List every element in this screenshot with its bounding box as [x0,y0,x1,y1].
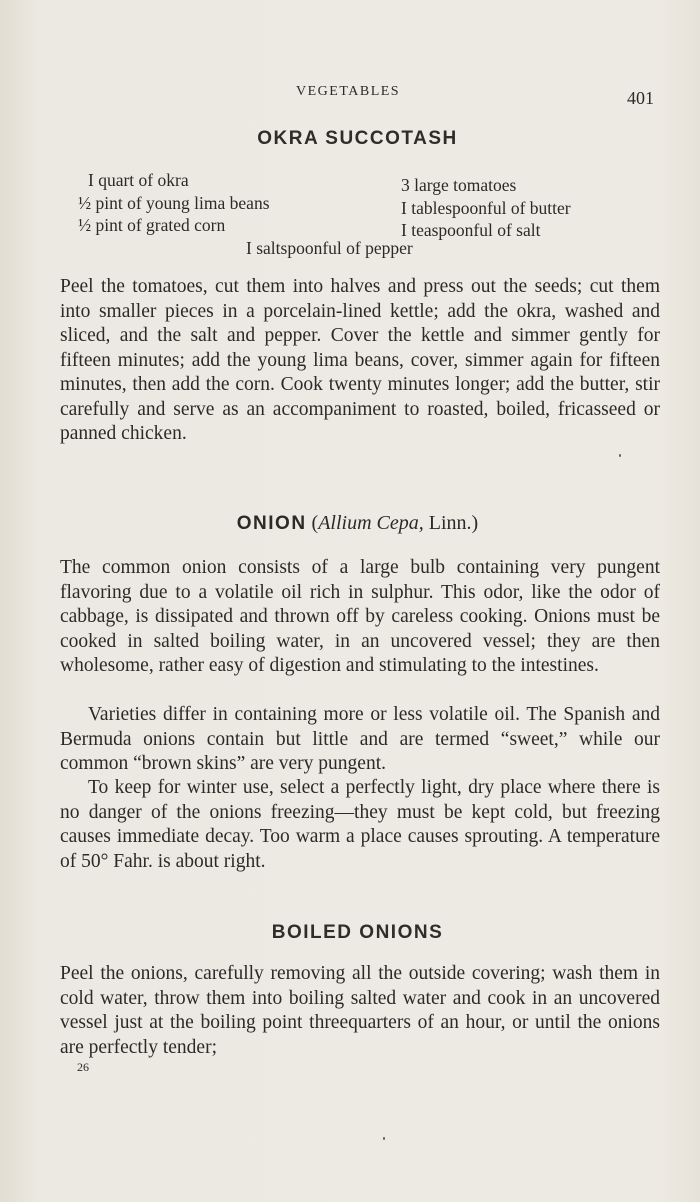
signature-mark: 26 [77,1060,89,1074]
page-number: 401 [627,88,654,108]
onion-paragraph-3: To keep for winter use, select a perfectly light, dry place where there is no danger of the onions freezing—they must be kept cold, but freezing causes immediate decay. Too warm a place causes sprouting. A temperature of 50° Fahr. is about right. [60,777,660,872]
ingredient-corn: ½ pint of grated corn [78,215,226,235]
section-heading-onion: ONION (Allium Cepa, Linn.) [236,512,479,534]
ingredient-lima-beans: ½ pint of young lima beans [78,193,270,213]
heading-onion-word: ONION [236,513,307,534]
onion-paragraph-2: Varieties differ in containing more or less volatile oil. The Spanish and Bermuda onions contain but little and are termed “sweet,” while our common “brown skins” are very pungent. [60,704,660,774]
botanical-authority: Linn. [428,512,472,534]
ink-speck [383,1137,385,1140]
recipe-title-okra-succotash: OKRA SUCCOTASH [257,128,458,149]
onion-paragraph-1: The common onion consists of a large bulb containing very pungent flavoring due to a volatile oil rich in sulphur. This odor, like the odor of cabbage, is dissipated and thrown off by careless cooking. Onions must be cooked in salted boiling water, in an uncovered vessel; they are then wholesome, rather easy of digestion and stimulating to the intestines. [60,557,660,676]
ingredient-pepper: I saltspoonful of pepper [246,238,413,258]
okra-instructions: Peel the tomatoes, cut them into halves and press out the seeds; cut them into smaller pieces in a porcelain-lined kettle; add the okra, washed and sliced, and the salt and pepper. Cover the kettle and simmer gently for fifteen minutes; add the young lima beans, cover, simmer again for fifteen minutes, then add the corn. Cook twenty minutes longer; add the butter, stir carefully and serve as an accompaniment to roasted, boiled, fricasseed or panned chicken. [60,276,660,444]
recipe-title-boiled-onions: BOILED ONIONS [271,922,444,943]
boiled-onions-instructions: Peel the onions, carefully removing all the outside covering; wash them in cold water, throw them into boiling salted water and cook in an uncovered vessel just at the boiling point threequarters of an hour, or until the onions are perfectly tender; [60,963,660,1058]
ingredient-okra: I quart of okra [88,170,189,190]
ingredient-salt: I teaspoonful of salt [401,220,541,240]
ingredient-tomatoes: 3 large tomatoes [401,175,517,195]
running-head: VEGETABLES [296,84,401,99]
ingredient-butter: I tablespoonful of butter [401,198,571,218]
botanical-name: Allium Cepa, [318,512,424,534]
ink-speck [619,454,621,457]
